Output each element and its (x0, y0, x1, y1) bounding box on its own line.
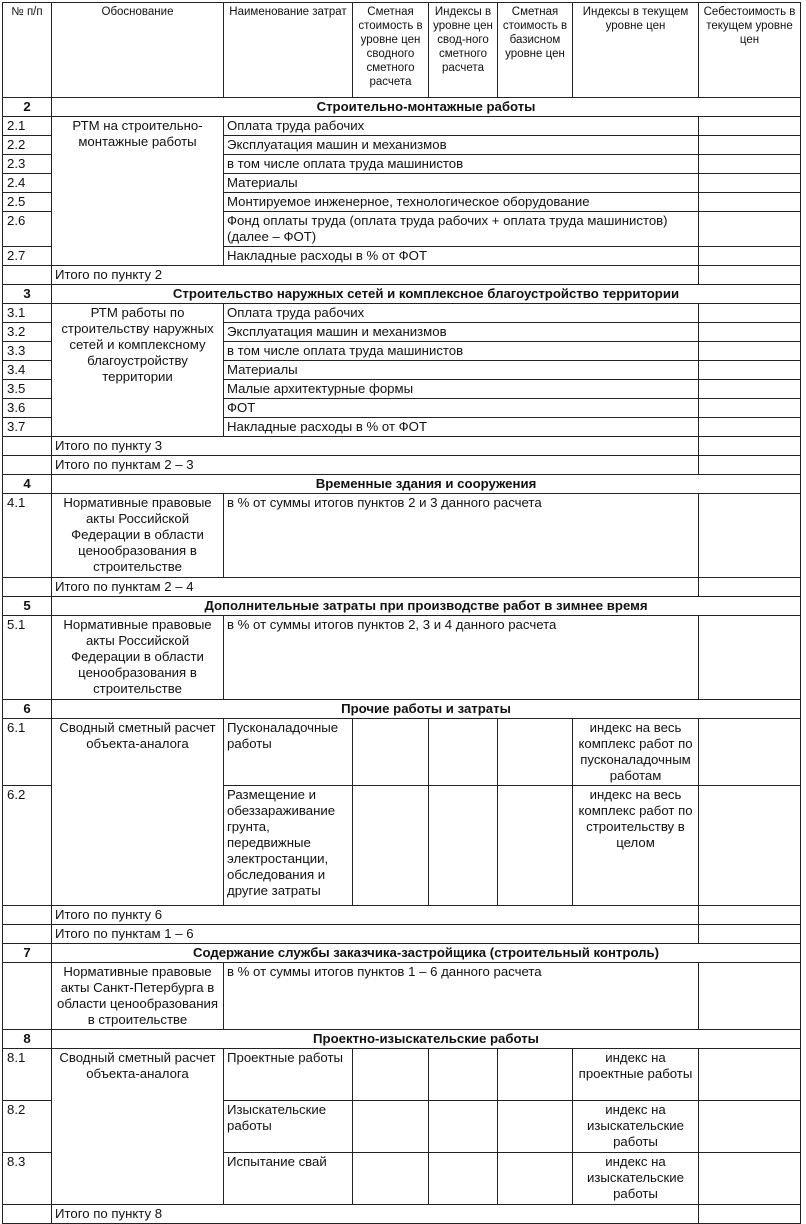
row-cost-base (498, 786, 573, 906)
row-cost-summary (353, 1049, 429, 1101)
total-row (3, 925, 801, 944)
row-cost-current (699, 399, 801, 418)
section-header (3, 285, 801, 304)
row-index-current: индекс на изыскательские работы (573, 1153, 699, 1205)
row-number: 6.2 (3, 786, 52, 906)
row-index-summary (429, 719, 498, 786)
section-header (3, 944, 801, 963)
row-number: 3.2 (3, 323, 52, 342)
row-cost-current (699, 719, 801, 786)
row-cost-summary (353, 1153, 429, 1205)
total-label: Итого по пункту 8 (52, 1205, 699, 1224)
row-cost-current (699, 247, 801, 266)
row-name: Материалы (224, 361, 699, 380)
row-name: в % от суммы итогов пунктов 1 – 6 данного расчета (224, 963, 699, 1030)
total-row (3, 437, 801, 456)
total-row (3, 266, 801, 285)
row-cost-current (699, 963, 801, 1030)
section-number: 8 (3, 1030, 52, 1049)
row-name: Оплата труда рабочих (224, 117, 699, 136)
row-cost-current (699, 1049, 801, 1101)
row-cost-current (699, 323, 801, 342)
row-cost-current (699, 193, 801, 212)
row-number: 3.6 (3, 399, 52, 418)
row-cost-base (498, 1049, 573, 1101)
total-label: Итого по пунктам 2 – 4 (52, 578, 699, 597)
row-name: в % от суммы итогов пунктов 2 и 3 данного расчета (224, 494, 699, 578)
section-number: 4 (3, 475, 52, 494)
row-basis: Сводный сметный расчет объекта-аналога (52, 1049, 224, 1205)
row-cost-current (699, 174, 801, 193)
row-number: 2.5 (3, 193, 52, 212)
row-number: 8.1 (3, 1049, 52, 1101)
row-number: 2.2 (3, 136, 52, 155)
table-row (3, 494, 801, 578)
row-cost-base (498, 1101, 573, 1153)
row-cost-base (498, 1153, 573, 1205)
row-index-summary (429, 786, 498, 906)
row-name: Оплата труда рабочих (224, 304, 699, 323)
row-number: 5.1 (3, 616, 52, 700)
row-name: Материалы (224, 174, 699, 193)
row-name: в том числе оплата труда машинистов (224, 155, 699, 174)
header-num: № п/п (3, 3, 52, 98)
row-cost-current (699, 117, 801, 136)
row-basis: Нормативные правовые акты Санкт-Петербурга в области ценообразования в строительстве (52, 963, 224, 1030)
row-number: 3.1 (3, 304, 52, 323)
section-header (3, 597, 801, 616)
row-basis: Нормативные правовые акты Российской Федерации в области ценообразования в строительстве (52, 616, 224, 700)
total-row (3, 456, 801, 475)
table-row (3, 719, 801, 786)
row-name: в % от суммы итогов пунктов 2, 3 и 4 данного расчета (224, 616, 699, 700)
row-index-summary (429, 1153, 498, 1205)
header-cost-base: Сметная стоимость в базисном уровне цен (498, 3, 573, 98)
section-title: Строительно-монтажные работы (52, 98, 801, 117)
row-index-summary (429, 1049, 498, 1101)
row-cost-current (699, 786, 801, 906)
row-number: 3.7 (3, 418, 52, 437)
section-title: Строительство наружных сетей и комплексное благоустройство территории (52, 285, 801, 304)
row-cost-current (699, 380, 801, 399)
row-index-summary (429, 1101, 498, 1153)
total-label: Итого по пункту 3 (52, 437, 699, 456)
row-cost-summary (353, 719, 429, 786)
row-number: 2.4 (3, 174, 52, 193)
section-title: Проектно-изыскательские работы (52, 1030, 801, 1049)
total-label: Итого по пунктам 1 – 6 (52, 925, 699, 944)
section-title: Содержание службы заказчика-застройщика (строительный контроль) (52, 944, 801, 963)
row-number: 2.1 (3, 117, 52, 136)
row-cost-current (699, 494, 801, 578)
row-number: 2.7 (3, 247, 52, 266)
row-name: Испытание свай (224, 1153, 353, 1205)
row-name: Эксплуатация машин и механизмов (224, 136, 699, 155)
section-header (3, 98, 801, 117)
table-row (3, 616, 801, 700)
section-header (3, 475, 801, 494)
row-number: 3.5 (3, 380, 52, 399)
row-number: 4.1 (3, 494, 52, 578)
table-row (3, 963, 801, 1030)
section-number: 2 (3, 98, 52, 117)
total-label: Итого по пункту 2 (52, 266, 699, 285)
row-name: Монтируемое инженерное, технологическое оборудование (224, 193, 699, 212)
total-row (3, 1205, 801, 1224)
row-cost-base (498, 719, 573, 786)
section-header (3, 1030, 801, 1049)
row-cost-current (699, 304, 801, 323)
row-name: ФОТ (224, 399, 699, 418)
row-index-current: индекс на весь комплекс работ по строительству в целом (573, 786, 699, 906)
row-number: 8.3 (3, 1153, 52, 1205)
cost-estimate-table (2, 2, 801, 1224)
row-name: Малые архитектурные формы (224, 380, 699, 399)
row-cost-current (699, 212, 801, 247)
row-cost-current (699, 418, 801, 437)
row-index-current: индекс на проектные работы (573, 1049, 699, 1101)
header-basis: Обоснование (52, 3, 224, 98)
section-number: 3 (3, 285, 52, 304)
total-label: Итого по пункту 6 (52, 906, 699, 925)
row-name: Фонд оплаты труда (оплата труда рабочих + оплата труда машинистов) (далее – ФОТ) (224, 212, 699, 247)
section-header (3, 700, 801, 719)
row-name: Размещение и обеззараживание грунта, передвижные электростанции, обследования и другие затраты (224, 786, 353, 906)
row-name: Эксплуатация машин и механизмов (224, 323, 699, 342)
row-number: 8.2 (3, 1101, 52, 1153)
row-cost-summary (353, 1101, 429, 1153)
row-basis: РТМ на строительно-монтажные работы (52, 117, 224, 266)
section-number: 5 (3, 597, 52, 616)
row-number: 2.6 (3, 212, 52, 247)
row-cost-current (699, 361, 801, 380)
header-index-current: Индексы в текущем уровне цен (573, 3, 699, 98)
table-row (3, 117, 801, 136)
row-name: в том числе оплата труда машинистов (224, 342, 699, 361)
row-cost-summary (353, 786, 429, 906)
row-name: Накладные расходы в % от ФОТ (224, 418, 699, 437)
section-number: 7 (3, 944, 52, 963)
header-name: Наименование затрат (224, 3, 353, 98)
section-title: Дополнительные затраты при производстве работ в зимнее время (52, 597, 801, 616)
row-name: Накладные расходы в % от ФОТ (224, 247, 699, 266)
section-title: Временные здания и сооружения (52, 475, 801, 494)
header-cost-current: Себестоимость в текущем уровне цен (699, 3, 801, 98)
row-cost-current (699, 136, 801, 155)
row-number: 2.3 (3, 155, 52, 174)
row-cost-current (699, 1101, 801, 1153)
row-name: Проектные работы (224, 1049, 353, 1101)
row-basis: Сводный сметный расчет объекта-аналога (52, 719, 224, 906)
row-name: Пусконаладочные работы (224, 719, 353, 786)
row-number: 6.1 (3, 719, 52, 786)
cost-estimate-sheet (2, 2, 800, 1224)
row-cost-current (699, 616, 801, 700)
total-row (3, 578, 801, 597)
section-number: 6 (3, 700, 52, 719)
row-name: Изыскательские работы (224, 1101, 353, 1153)
row-number: 3.3 (3, 342, 52, 361)
row-cost-current (699, 1153, 801, 1205)
row-index-current: индекс на изыскательские работы (573, 1101, 699, 1153)
section-title: Прочие работы и затраты (52, 700, 801, 719)
total-row (3, 906, 801, 925)
row-number: 3.4 (3, 361, 52, 380)
row-cost-current (699, 342, 801, 361)
row-number (3, 963, 52, 1030)
row-index-current: индекс на весь комплекс работ по пусконаладочным работам (573, 719, 699, 786)
row-basis: Нормативные правовые акты Российской Федерации в области ценообразования в строительстве (52, 494, 224, 578)
table-row (3, 304, 801, 323)
header-index-summary: Индексы в уровне цен свод-ного сметного расчета (429, 3, 498, 98)
total-label: Итого по пунктам 2 – 3 (52, 456, 699, 475)
header-row (3, 3, 801, 98)
row-basis: РТМ работы по строительству наружных сетей и комплексному благоустройству территории (52, 304, 224, 437)
header-cost-summary: Сметная стоимость в уровне цен сводного сметного расчета (353, 3, 429, 98)
table-row (3, 1049, 801, 1101)
row-cost-current (699, 155, 801, 174)
